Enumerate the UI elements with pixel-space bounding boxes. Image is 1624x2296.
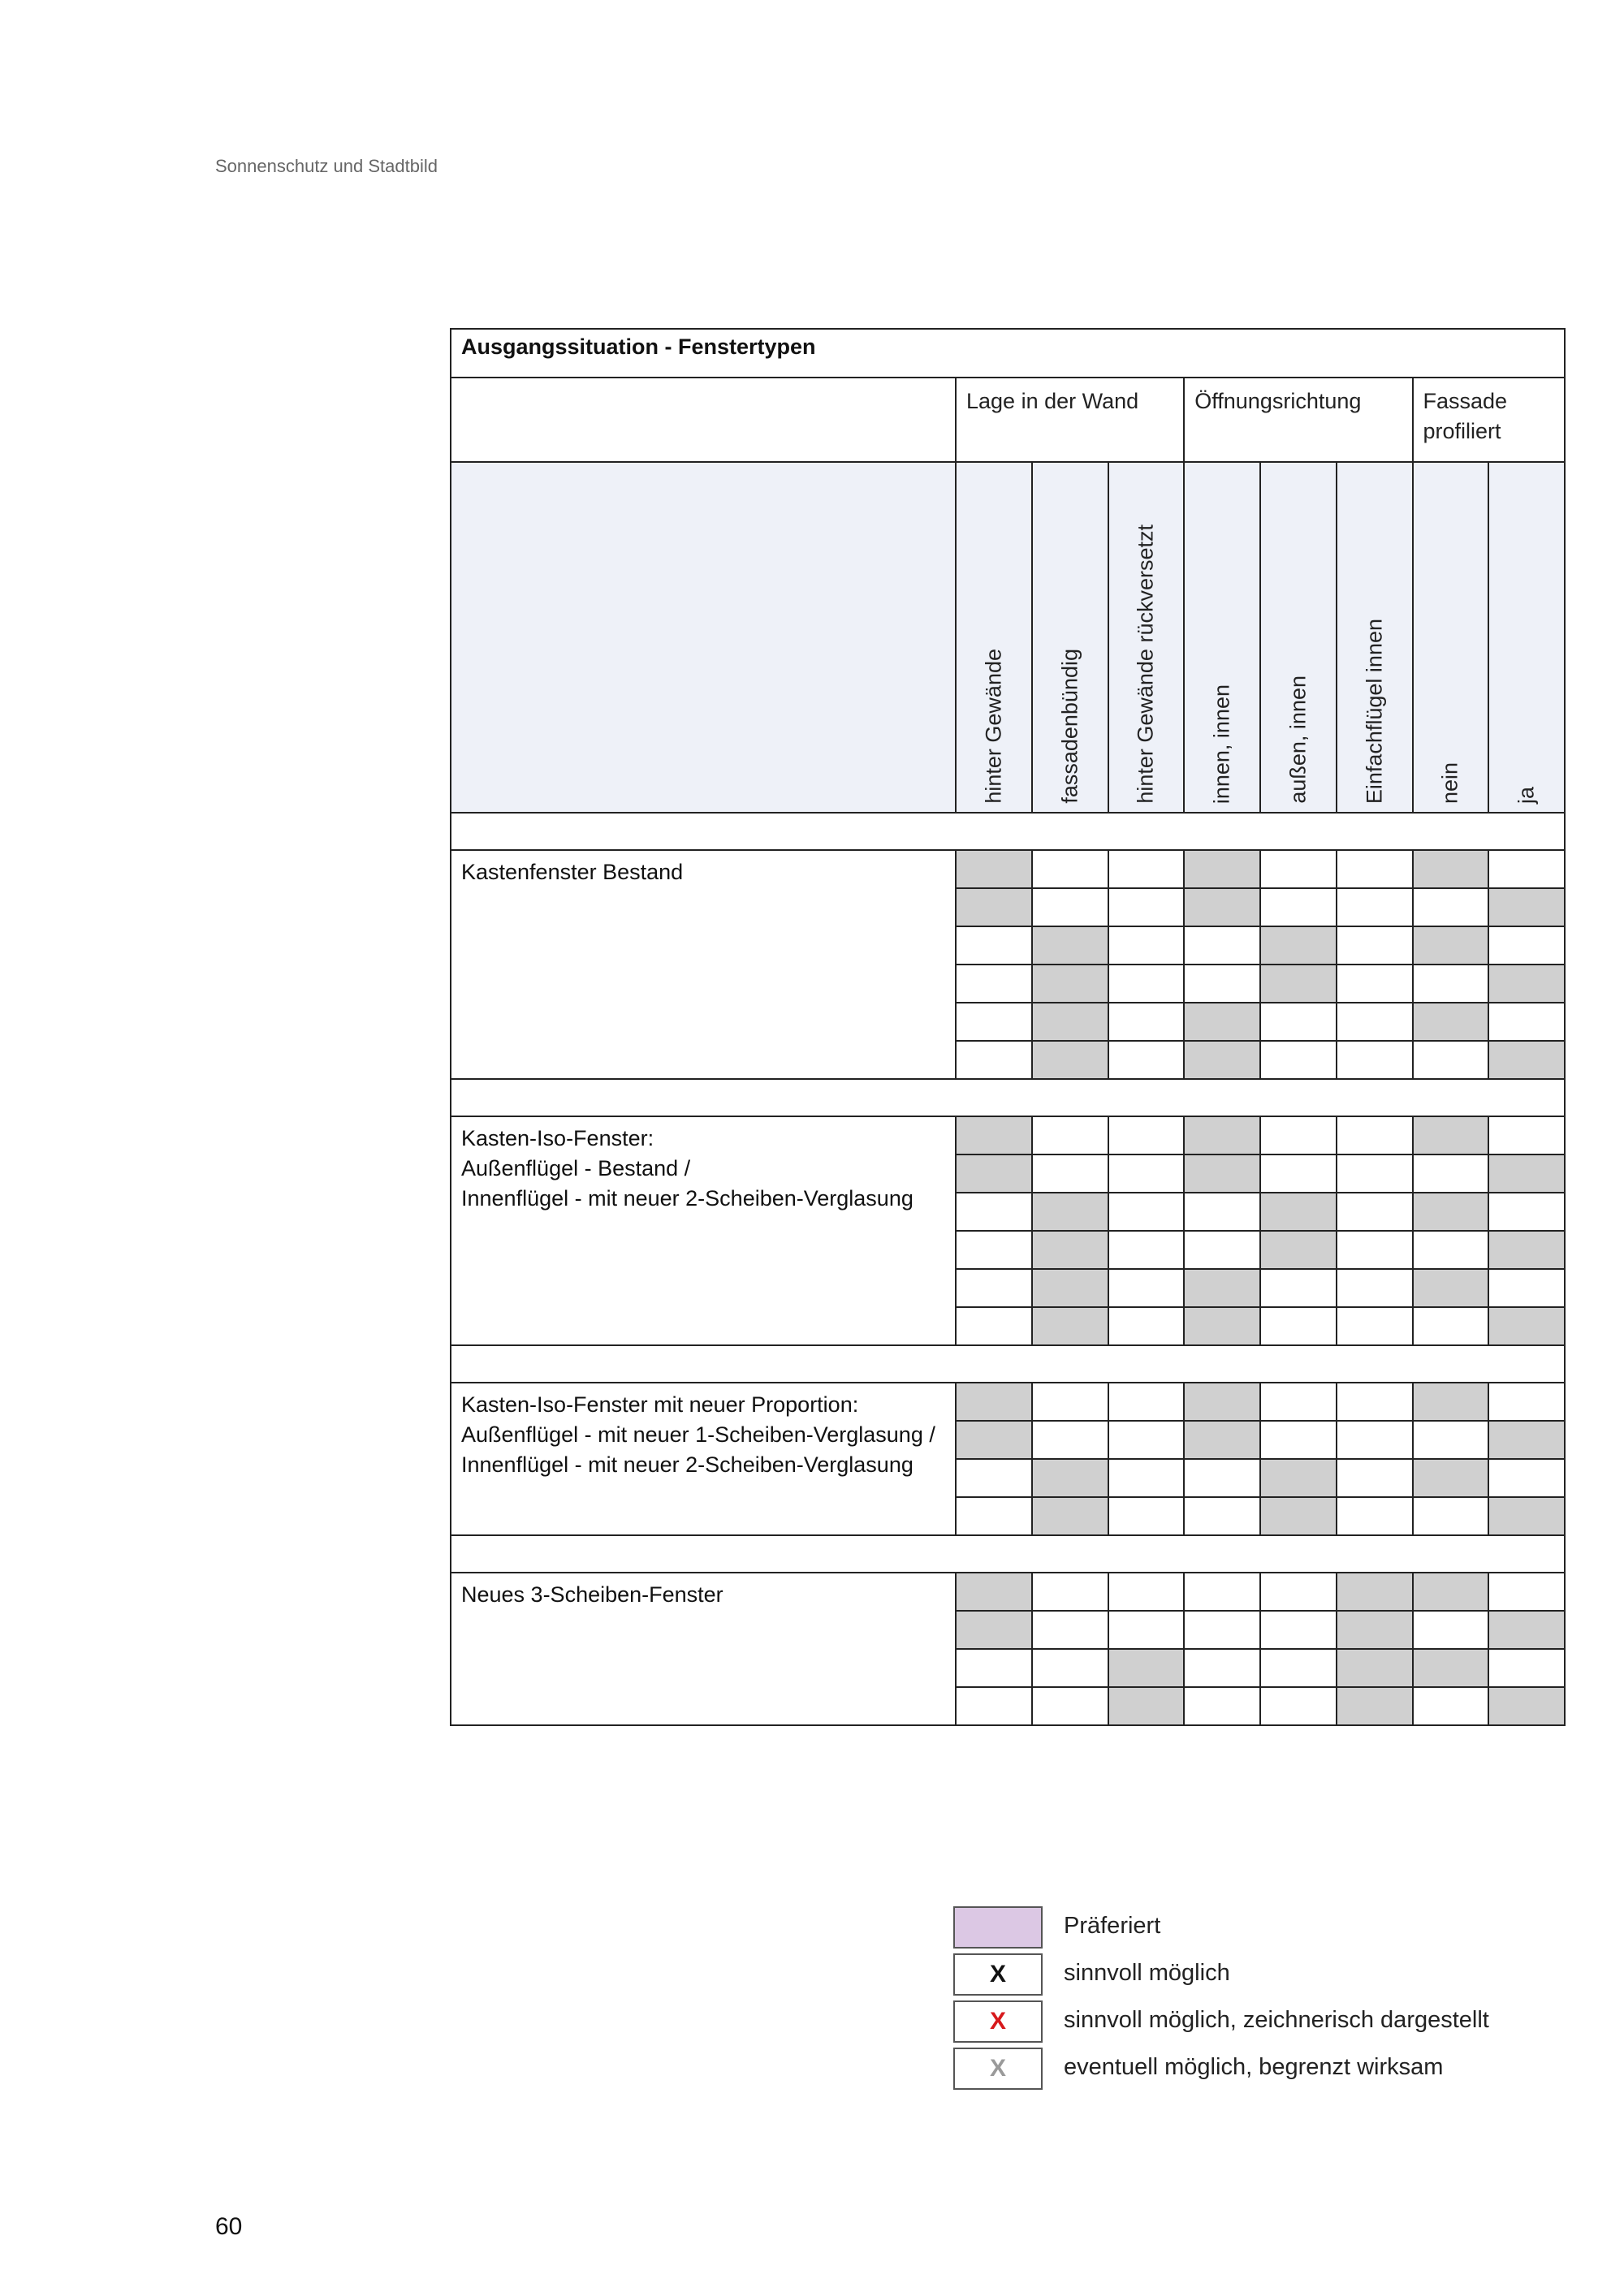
matrix-cell-filled [1413,1193,1489,1231]
title-row [451,329,1565,378]
column-header [1032,462,1108,813]
legend-swatch: X [953,1953,1043,1996]
matrix-cell-empty [1032,1154,1108,1193]
matrix-cell-filled [1337,1611,1413,1649]
matrix-cell-empty [1337,1421,1413,1459]
matrix-cell-filled [1184,1307,1260,1345]
matrix-cell-filled [1032,965,1108,1003]
matrix-cell-empty [1337,1231,1413,1269]
matrix-cell-filled [1488,888,1565,926]
matrix-cell-filled [956,1383,1032,1421]
matrix-cell-filled [1032,1193,1108,1231]
column-header-label: fassadenbündig [1057,649,1082,804]
matrix-cell-filled [1184,1383,1260,1421]
matrix-cell-filled [1413,1383,1489,1421]
matrix-cell-empty [1413,1497,1489,1535]
matrix-cell-filled [1488,1041,1565,1079]
matrix-cell-filled [1488,1231,1565,1269]
matrix-cell-filled [1184,1041,1260,1079]
legend-label: eventuell möglich, begrenzt wirksam [1064,2054,1444,2080]
matrix-cell-empty [1413,888,1489,926]
matrix-cell-empty [1108,926,1185,965]
matrix-cell-empty [1337,1116,1413,1154]
matrix-cell-filled [1260,1459,1337,1497]
matrix-cell-empty [1032,1116,1108,1154]
legend-swatch: X [953,2048,1043,2090]
matrix-cell-empty [956,1193,1032,1231]
matrix-cell-filled [1260,926,1337,965]
matrix-cell-empty [1488,1573,1565,1611]
matrix-cell-empty [1337,1269,1413,1307]
matrix-cell-filled [1108,1649,1185,1687]
matrix-cell-filled [1413,1269,1489,1307]
matrix-cell-empty [1108,1383,1185,1421]
section-spacer [451,813,1565,850]
matrix-cell-empty [1488,1269,1565,1307]
matrix-cell-empty [1337,1003,1413,1041]
matrix-cell-empty [1413,1307,1489,1345]
matrix-cell-filled [1413,1003,1489,1041]
matrix-cell-empty [1488,1116,1565,1154]
matrix-cell-filled [1488,1154,1565,1193]
column-header-label: ja [1514,786,1539,804]
matrix-cell-empty [1413,1041,1489,1079]
section-label: Neues 3-Scheiben-Fenster [451,1573,956,1725]
matrix-cell-empty [1108,1231,1185,1269]
matrix-cell-empty [956,926,1032,965]
matrix-cell-empty [1488,1459,1565,1497]
matrix-cell-empty [1337,965,1413,1003]
matrix-cell-empty [1108,850,1185,888]
table-row [451,1383,1565,1421]
legend-label: sinnvoll möglich, zeichnerisch dargestellt [1064,2007,1489,2033]
table-row [451,1116,1565,1154]
matrix-cell-empty [1184,1649,1260,1687]
matrix-cell-empty [956,1003,1032,1041]
matrix-cell-filled [1488,965,1565,1003]
matrix-cell-filled [1413,926,1489,965]
matrix-cell-empty [1032,1649,1108,1687]
matrix-cell-empty [1260,1269,1337,1307]
section-label: Kasten-Iso-Fenster mit neuer Proportion: Außenflügel - mit neuer 1-Scheiben-Verglasung / Innenflügel - mit neuer 2-Scheiben-Verglasung [451,1383,956,1535]
matrix-cell-empty [1413,1154,1489,1193]
matrix-cell-empty [956,1649,1032,1687]
matrix-cell-filled [1032,1497,1108,1535]
page-number: 60 [215,2213,243,2240]
matrix-cell-empty [1260,888,1337,926]
column-header [1337,462,1413,813]
matrix-cell-empty [1413,1611,1489,1649]
matrix-cell-empty [1032,1421,1108,1459]
table-row [451,1573,1565,1611]
running-head: Sonnenschutz und Stadtbild [215,156,438,176]
matrix-cell-filled [1337,1687,1413,1725]
matrix-cell-empty [1260,1421,1337,1459]
matrix-cell-filled [1260,965,1337,1003]
column-header-label: nein [1437,762,1462,804]
matrix-cell-filled [1184,850,1260,888]
matrix-cell-filled [1184,888,1260,926]
matrix-cell-filled [1032,926,1108,965]
matrix-cell-empty [1260,1611,1337,1649]
column-header [1413,462,1489,813]
group-header: Fassade profiliert [1413,378,1566,462]
matrix-cell-empty [1032,850,1108,888]
matrix-cell-empty [1184,1573,1260,1611]
matrix-cell-filled [1260,1497,1337,1535]
matrix-cell-empty [1337,850,1413,888]
matrix-cell-empty [1488,1649,1565,1687]
legend-swatch: X [953,2000,1043,2043]
group-header-row [451,378,1565,462]
matrix-cell-empty [1337,888,1413,926]
section-label: Kasten-Iso-Fenster: Außenflügel - Bestand / Innenflügel - mit neuer 2-Scheiben-Verglasung [451,1116,956,1345]
spacer-cell [451,1535,1565,1573]
group-header-blank [451,378,956,462]
matrix-cell-empty [1260,1154,1337,1193]
matrix-cell-empty [1337,926,1413,965]
section-spacer [451,1079,1565,1116]
group-header: Öffnungsrichtung [1184,378,1412,462]
matrix-cell-empty [1032,1383,1108,1421]
matrix-cell-filled [956,1573,1032,1611]
matrix-cell-filled [1108,1687,1185,1725]
matrix-cell-empty [1032,1611,1108,1649]
matrix-cell-empty [1184,1497,1260,1535]
matrix-cell-filled [1413,850,1489,888]
matrix-cell-empty [1108,1041,1185,1079]
matrix-cell-empty [956,1307,1032,1345]
matrix-cell-empty [1413,1421,1489,1459]
matrix-cell-empty [1260,1003,1337,1041]
matrix-cell-filled [1032,1269,1108,1307]
matrix-cell-empty [1260,1307,1337,1345]
column-header-label: Einfachflügel innen [1362,618,1387,804]
matrix-cell-filled [1032,1307,1108,1345]
matrix-cell-filled [1488,1611,1565,1649]
matrix-cell-empty [1488,1003,1565,1041]
group-header: Lage in der Wand [956,378,1184,462]
matrix-cell-filled [1413,1649,1489,1687]
column-header-label: hinter Gewände [981,649,1006,804]
matrix-cell-empty [956,1687,1032,1725]
matrix-cell-filled [1488,1421,1565,1459]
matrix-cell-filled [1260,1193,1337,1231]
matrix-cell-empty [1337,1041,1413,1079]
matrix-cell-empty [956,1497,1032,1535]
matrix-cell-empty [1337,1383,1413,1421]
matrix-cell-filled [1488,1687,1565,1725]
matrix-cell-filled [1032,1003,1108,1041]
matrix-cell-filled [1413,1116,1489,1154]
column-header [1260,462,1337,813]
legend-label: sinnvoll möglich [1064,1960,1230,1986]
column-header-label: außen, innen [1285,675,1311,804]
matrix-cell-filled [1413,1573,1489,1611]
matrix-cell-empty [1337,1497,1413,1535]
matrix-cell-empty [1108,965,1185,1003]
matrix-cell-empty [1184,1611,1260,1649]
matrix-cell-filled [1488,1307,1565,1345]
matrix-cell-filled [1260,1231,1337,1269]
matrix-cell-empty [1108,1307,1185,1345]
matrix-cell-empty [1032,1573,1108,1611]
matrix-cell-empty [1184,1687,1260,1725]
matrix-cell-filled [1184,1421,1260,1459]
matrix-cell-empty [1108,1193,1185,1231]
matrix-cell-filled [956,888,1032,926]
matrix-cell-filled [956,1421,1032,1459]
matrix-cell-empty [1108,1116,1185,1154]
matrix-cell-empty [1184,1459,1260,1497]
matrix-cell-filled [1413,1459,1489,1497]
matrix-cell-empty [956,1041,1032,1079]
matrix-cell-empty [1260,1116,1337,1154]
matrix-cell-filled [1032,1231,1108,1269]
matrix-cell-empty [1260,1573,1337,1611]
window-type-matrix [450,328,1564,1726]
legend-swatch [953,1906,1043,1949]
matrix-cell-empty [1488,926,1565,965]
matrix-cell-empty [1108,1154,1185,1193]
matrix-cell-empty [1108,1459,1185,1497]
matrix-cell-filled [1032,1041,1108,1079]
matrix-cell-empty [1413,1231,1489,1269]
column-header-blank [451,462,956,813]
column-header-label: innen, innen [1209,684,1234,804]
matrix-cell-empty [1337,1193,1413,1231]
matrix-cell-empty [1108,1003,1185,1041]
matrix-cell-empty [1108,888,1185,926]
matrix-cell-empty [956,1231,1032,1269]
matrix-cell-empty [1032,1687,1108,1725]
matrix-cell-filled [1337,1573,1413,1611]
matrix-cell-empty [1108,1269,1185,1307]
matrix-cell-empty [1337,1459,1413,1497]
matrix-cell-empty [1337,1154,1413,1193]
matrix-cell-empty [1260,1041,1337,1079]
matrix-cell-empty [1488,850,1565,888]
matrix-cell-filled [1184,1154,1260,1193]
matrix-cell-empty [1413,1687,1489,1725]
spacer-cell [451,813,1565,850]
column-header [956,462,1032,813]
spacer-cell [451,1345,1565,1383]
table-title: Ausgangssituation - Fenstertypen [451,329,1565,378]
matrix-cell-empty [1108,1611,1185,1649]
matrix-cell-empty [1108,1421,1185,1459]
matrix-cell-empty [1184,965,1260,1003]
matrix-cell-filled [1184,1003,1260,1041]
matrix-cell-empty [1413,965,1489,1003]
matrix-cell-empty [956,1269,1032,1307]
matrix-cell-empty [956,1459,1032,1497]
matrix-cell-empty [1108,1497,1185,1535]
matrix-cell-empty [1108,1573,1185,1611]
matrix-cell-filled [956,850,1032,888]
column-header [1184,462,1260,813]
matrix-cell-empty [1184,1193,1260,1231]
matrix-cell-empty [1184,1231,1260,1269]
matrix-cell-empty [1488,1383,1565,1421]
matrix-cell-empty [1337,1307,1413,1345]
matrix-cell-empty [1260,1687,1337,1725]
section-label: Kastenfenster Bestand [451,850,956,1079]
matrix-cell-empty [956,965,1032,1003]
column-header-row [451,462,1565,813]
column-header-label: hinter Gewände rückversetzt [1133,524,1158,804]
matrix-table [450,328,1566,1726]
table-row [451,850,1565,888]
matrix-cell-empty [1032,888,1108,926]
section-spacer [451,1535,1565,1573]
section-spacer [451,1345,1565,1383]
matrix-cell-filled [1184,1269,1260,1307]
matrix-cell-filled [1032,1459,1108,1497]
matrix-cell-filled [1488,1497,1565,1535]
matrix-cell-filled [1184,1116,1260,1154]
spacer-cell [451,1079,1565,1116]
matrix-cell-filled [956,1116,1032,1154]
matrix-cell-empty [1488,1193,1565,1231]
matrix-cell-empty [1260,850,1337,888]
matrix-cell-filled [956,1611,1032,1649]
column-header [1108,462,1185,813]
legend-label: Präferiert [1064,1913,1161,1939]
matrix-cell-empty [1260,1383,1337,1421]
matrix-cell-empty [1260,1649,1337,1687]
matrix-cell-filled [956,1154,1032,1193]
matrix-cell-empty [1184,926,1260,965]
matrix-cell-filled [1337,1649,1413,1687]
column-header [1488,462,1565,813]
